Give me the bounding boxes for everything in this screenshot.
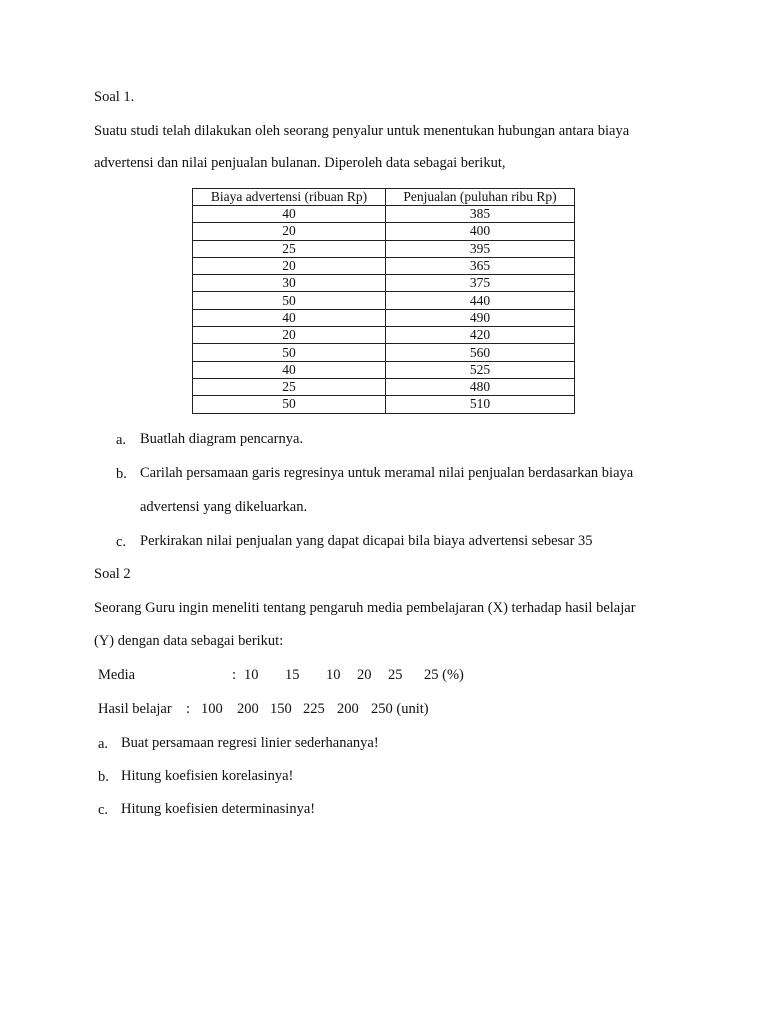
soal1-paragraph-line1: Suatu studi telah dilakukan oleh seorang penyalur untuk menentukan hubungan antara biaya (94, 123, 630, 139)
soal2-question-c-text: Hitung koefisien determinasinya! (121, 801, 316, 817)
soal2-paragraph-line1: Seorang Guru ingin meneliti tentang pengaruh media pembelajaran (X) terhadap hasil belajar (94, 600, 636, 616)
table-cell: 420 (386, 327, 575, 344)
media-value: 15 (285, 667, 300, 683)
table-cell: 40 (193, 309, 386, 326)
table-row (193, 292, 575, 309)
table-row (193, 378, 575, 395)
media-value: 10 (326, 667, 341, 683)
hasil-label: Hasil belajar (98, 701, 172, 717)
table-row (193, 344, 575, 361)
soal2-paragraph-line2: (Y) dengan data sebagai berikut: (94, 633, 284, 649)
soal2-question-a-text: Buat persamaan regresi linier sederhananya! (121, 735, 379, 751)
soal2-question-c-marker: c. (98, 802, 109, 818)
soal1-paragraph-line2: advertensi dan nilai penjualan bulanan. Diperoleh data sebagai berikut, (94, 155, 506, 171)
soal2-title: Soal 2 (94, 566, 131, 582)
media-value: 25 (388, 667, 403, 683)
soal1-question-b-line2: advertensi yang dikeluarkan. (140, 499, 308, 515)
table-cell: 510 (386, 396, 575, 413)
table-cell: 20 (193, 327, 386, 344)
media-value: 10 (244, 667, 259, 683)
table-cell: 385 (386, 206, 575, 223)
soal1-question-a-text: Buatlah diagram pencarnya. (140, 431, 304, 447)
table-row (193, 257, 575, 274)
hasil-value: 225 (303, 701, 325, 717)
media-value: 25 (%) (424, 667, 464, 683)
soal1-question-c-marker: c. (116, 534, 127, 550)
table-row (193, 396, 575, 413)
table-cell: 400 (386, 223, 575, 240)
table-cell: 50 (193, 344, 386, 361)
hasil-colon: : (186, 701, 191, 717)
hasil-value: 250 (unit) (371, 701, 429, 717)
table-cell: 25 (193, 240, 386, 257)
table-cell: 30 (193, 275, 386, 292)
table-row (193, 275, 575, 292)
table-cell: 40 (193, 206, 386, 223)
table-row (193, 240, 575, 257)
table-cell: 365 (386, 257, 575, 274)
table-row (193, 206, 575, 223)
table-cell: 375 (386, 275, 575, 292)
data-table (192, 188, 575, 414)
table-cell: 395 (386, 240, 575, 257)
hasil-value: 150 (270, 701, 292, 717)
media-label: Media (98, 667, 136, 683)
table-cell: 560 (386, 344, 575, 361)
soal1-title: Soal 1. (94, 89, 135, 105)
table-row (193, 223, 575, 240)
table-cell: 440 (386, 292, 575, 309)
soal2-question-b-marker: b. (98, 769, 109, 785)
hasil-value: 100 (201, 701, 223, 717)
soal1-question-b-line1: Carilah persamaan garis regresinya untuk meramal nilai penjualan berdasarkan biaya (140, 465, 634, 481)
soal1-question-a-marker: a. (116, 432, 127, 448)
media-colon: : (232, 667, 237, 683)
table-row (193, 309, 575, 326)
table-cell: 490 (386, 309, 575, 326)
table-header-biaya: Biaya advertensi (ribuan Rp) (193, 189, 386, 206)
hasil-value: 200 (237, 701, 259, 717)
table-row (193, 327, 575, 344)
table-cell: 20 (193, 223, 386, 240)
table-cell: 40 (193, 361, 386, 378)
table-cell: 25 (193, 378, 386, 395)
table-cell: 480 (386, 378, 575, 395)
table-row (193, 361, 575, 378)
table-header-penjualan: Penjualan (puluhan ribu Rp) (386, 189, 575, 206)
table-header-row (193, 189, 575, 206)
soal1-question-c-text: Perkirakan nilai penjualan yang dapat dicapai bila biaya advertensi sebesar 35 (140, 533, 593, 549)
soal2-question-a-marker: a. (98, 736, 109, 752)
soal1-question-b-marker: b. (116, 466, 127, 482)
soal2-question-b-text: Hitung koefisien korelasinya! (121, 768, 294, 784)
hasil-value: 200 (337, 701, 359, 717)
table-cell: 525 (386, 361, 575, 378)
table-cell: 20 (193, 257, 386, 274)
table-cell: 50 (193, 396, 386, 413)
table-cell: 50 (193, 292, 386, 309)
media-value: 20 (357, 667, 372, 683)
